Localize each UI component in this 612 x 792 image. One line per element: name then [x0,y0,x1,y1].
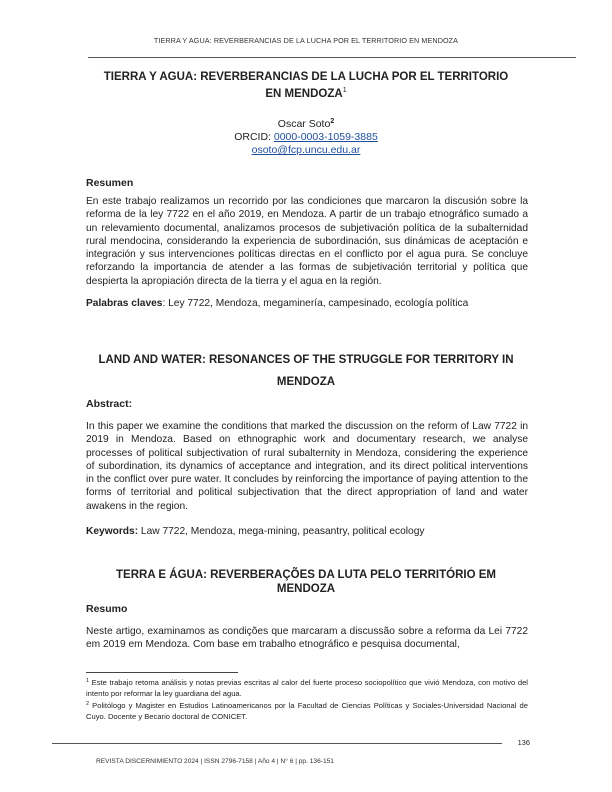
footnote-1-text: Este trabajo retoma análisis y notas previas escritas al calor del fuerte proceso sociopolítico que vivió Mendoza, con motivo del intento por reformar la ley guardiana del agua. [86,678,528,698]
title-line-2-text: EN MENDOZA [265,88,343,100]
author-footnote-ref[interactable]: 2 [330,118,335,125]
footnote-2-number: 2 [86,701,90,707]
footer-divider [52,743,502,744]
title-footnote-ref[interactable]: 1 [342,87,347,94]
running-header: TIERRA Y AGUA: REVERBERANCIAS DE LA LUCHA POR EL TERRITORIO EN MENDOZA [153,36,459,45]
portuguese-title [70,568,542,596]
keywords [86,525,528,538]
journal-citation: REVISTA DISCERNIMIENTO 2024 | ISSN 2796-7158 | Año 4 | N° 6 | pp. 136-151 [96,758,334,765]
footnote-divider [86,672,238,673]
author-name-line [0,115,612,131]
author-block [0,115,612,157]
english-title [70,349,542,393]
palabras-claves [86,297,528,310]
abstract-heading: Abstract: [86,398,133,410]
footnote-1 [86,676,528,699]
english-title-line-2: MENDOZA [276,376,336,388]
portuguese-title-line-1: TERRA E ÁGUA: REVERBERAÇÕES DA LUTA PELO TERRITÓRIO EM [116,569,496,581]
orcid-line [0,131,612,144]
orcid-label: ORCID: [234,131,274,143]
footnote-1-number: 1 [86,678,90,684]
orcid-link[interactable]: 0000-0003-1059-3885 [273,131,378,143]
page-number: 136 [517,738,530,747]
palabras-claves-list: : Ley 7722, Mendoza, megaminería, campesinado, ecología política [162,298,469,309]
article-title [70,70,542,101]
header-divider [88,57,576,58]
palabras-claves-label: Palabras claves [86,298,163,309]
footnote-2-text: Politólogo y Magister en Estudios Latinoamericanos por la Facultad de Ciencias Políticas y Sociales-Universidad Nacional de Cuyo. Docente y Becario doctoral de CONICET. [86,701,528,721]
resumo-heading: Resumo [86,603,128,615]
portuguese-title-line-2: MENDOZA [276,583,336,595]
title-line-1: TIERRA Y AGUA: REVERBERANCIAS DE LA LUCHA POR EL TERRITORIO [103,71,509,83]
keywords-label: Keywords: [86,526,139,537]
footnote-2 [86,699,528,722]
email-line [0,144,612,157]
author-name: Oscar Soto [277,118,331,130]
resumo-body: Neste artigo, examinamos as condições que marcaram a discussão sobre a reforma da Lei 7722 em 2019 em Mendoza. Com base em trabalho etnográfico e pesquisa documental, [86,626,528,651]
resumen-body: En este trabajo realizamos un recorrido por las condiciones que marcaron la discusión sobre la reforma de la ley 7722 en el año 2019, en Mendoza. A partir de un trabajo etnográfico sumado a un relevamiento documental, analizamos procesos de subjetivación política de la subalternidad rural mendocina, considerando la experiencia de subordinación, sus dinámicas de aceptación e integración y sus intervenciones políticas directas en el conflicto por el agua pura. Se concluye reforzando la importancia de atender a las formas de subjetivación territorial y política que despierta la apropiación directa de la tierra y el agua en la región. [86,196,528,287]
abstract-body: In this paper we examine the conditions that marked the discussion on the reform of Law 7722 in 2019 in Mendoza. Based on ethnographic work and documentary research, we analyse processes of political subjectivation of rural subalternity in Mendoza, considering the experience of subordination, its dynamics of acceptance and integration, and its direct political interventions in the conflict over pure water. It concludes by reinforcing the importance of paying attention to the forms of territorial and political subjectivation that the direct appropriation of land and water awakens in the region. [86,421,528,512]
title-line-2 [70,84,542,101]
keywords-list: Law 7722, Mendoza, mega-mining, peasantry, political ecology [138,526,425,537]
english-title-line-1: LAND AND WATER: RESONANCES OF THE STRUGGLE FOR TERRITORY IN [98,354,514,366]
resumen-heading: Resumen [86,177,134,189]
author-email-link[interactable]: osoto@fcp.uncu.edu.ar [251,144,361,156]
